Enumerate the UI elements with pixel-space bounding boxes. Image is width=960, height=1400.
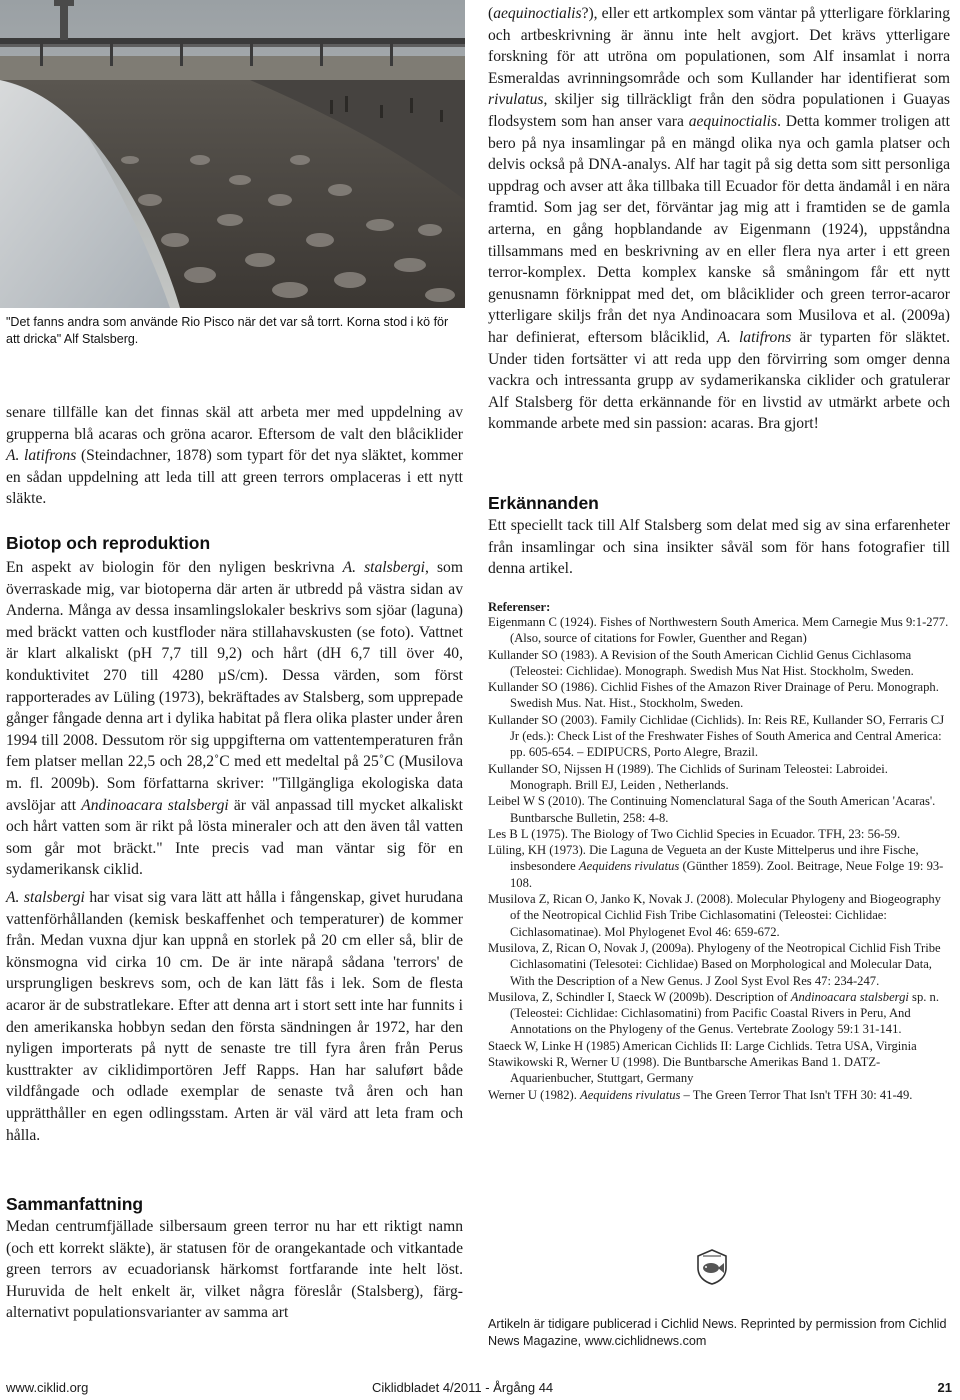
river-photo-image <box>0 0 465 308</box>
reference-item: Kullander SO (2003). Family Cichlidae (Cichlids). In: Reis RE, Kullander SO, Ferraris CJ Jr (eds.): Check List of the Freshwater Fishes of South America and Central America: pp. 605-654. – EDIPUCRS, Porto Alegre, Brazil. <box>488 712 945 760</box>
reference-item: Eigenmann C (1924). Fishes of Northwestern South America. Mem Carnegie Mus 9:1-277. (Also, source of citations for Fowler, Guenther and Regan) <box>488 615 949 646</box>
footer-site: www.ciklid.org <box>6 1380 89 1395</box>
reference-item: Lüling, KH (1973). Die Laguna de Vegueta an der Kuste Mittelperus und ihre Fische, insbesondere Aequidens rivulatus (Günther 1859). Zool. Beitrage, Neue Folge 19: 93-108. <box>488 843 944 890</box>
footer-issue: Ciklidbladet 4/2011 - Årgång 44 <box>372 1380 554 1395</box>
reference-item: Staeck W, Linke H (1985) American Cichlids II: Large Cichlids. Tetra USA, Virginia <box>488 1038 917 1053</box>
reference-item: Musilova, Z, Schindler I, Staeck W (2009b). Description of Andinoacara stalsbergi sp. n. (Teleostei: Cichlidae: Cichlasomatini) from Pacific Coastal Rivers in Peru, And Annotations on the Phylogeny of the Genus. Vertebrate Zoology 59:1 31-141. <box>488 989 939 1037</box>
biotop-paragraph: En aspekt av biologin för den nyligen beskrivna A. stalsbergi, som överraskade mig, var biotoperna där arten är utbredd på västra sidan av Anderna. Många av dessa insamlingslokaler beskrivs som sjöar (laguna) med bräckt vatten och kustfloder nära stillahavskusten (se foto). Vattnet är klart alkaliskt (pH 7,7 till 9,2) och hårt (dH 6,7 till över 40, konduktivitet 270 till 4280 µS/cm). Dessa värden, som först rapporterades av Lüling (1973), bekräftades av Stalsberg, som upprepade gånger fångade denna art i dylika habitat på flera olika plaster under åren 1994 till 2008. Dessutom rör sig uppgifterna om vattentemperaturen från fem platser mellan 22,5 och 28,2˚C med ett medeltal på 25˚C (Musilova m. fl. 2009b). Som författarna skriver: "Tillgängliga ekologiska data avslöjar att Andinoacara stalsbergi är väl anpassad till mycket alkaliskt och hårt vatten som är rikt på lösta mineraler och att den även tål vatten som går mot bräckt." Inte precis vad man väntar sig för en sydamerikansk ciklid. <box>6 559 464 879</box>
reference-item: Kullander SO, Nijssen H (1989). The Cichlids of Surinam Teleostei: Labroidei. Monograph. Brill EJ, Leiden , Netherlands. <box>488 761 888 792</box>
reference-item: Musilova Z, Rican O, Janko K, Novak J. (2008). Molecular Phylogeny and Biogeography of the Neotropical Cichlid Fish Tribe Cichlasomatini (Teleostei: Cichlidae: Cichlasomatinae). Mol Phylogenet Evol 46: 659-672. <box>488 892 941 939</box>
reference-item: Kullander SO (1983). A Revision of the South American Cichlid Genus Cichlasoma (Teleostei: Cichlidae). Monograph. Swedish Mus Nat Hist. Stockholm, Sweden. <box>488 647 914 678</box>
intro-paragraph: senare tillfälle kan det finnas skäl att arbeta mer med uppdelning av grupperna blå acaras och gröna acaror. Eftersom de valt den blåciklider A. latifrons (Steindachner, 1878) som typart för det nya släktet, kommer en sådan uppdelning att leda till att green terrors omplaceras i ett nytt släkte. <box>6 404 463 508</box>
page-footer <box>0 1380 960 1400</box>
summary-heading: Sammanfattning <box>6 1194 144 1214</box>
reference-item: Leibel W S (2010). The Continuing Nomenclatural Saga of the South American 'Acaras'. Buntbarsche Bulletin, 258: 4-8. <box>488 794 936 825</box>
stalsbergi-paragraph: A. stalsbergi har visat sig vara lätt att hålla i fångenskap, givet hurudana vattenförhållanden (kemisk beskaffenhet och temperaturer) de kommer från. Medan vuxna djur kan uppnå en storlek på 20 cm eller så, blir de könsmogna vid cirka 10 cm. De är inte närapå sådana 'terrors' de ursprungligen beskrevs som, och de kan lätt fås i lek. Som de flesta acaror är de substratlekare. Efter att denna art i stort sett inte har funnits i den amerikanska hobbyn sedan den första sändningen år 1972, har den nyligen importerats på nytt de senaste tre till fyra åren från Perus kusttrakter av ciklidimportören Jeff Rapps. Han har saluført både vildfångade och odlade exemplar de senaste två åren och han upprätthåller en egen odlingsstam. Arten är väl värd att leta fram och hålla. <box>6 889 463 1144</box>
photo-caption: "Det fanns andra som använde Rio Pisco när det var så torrt. Korna stod i kö för att dricka" Alf Stalsberg. <box>6 315 449 346</box>
biotop-heading: Biotop och reproduktion <box>6 533 211 553</box>
reference-item: Musilova, Z, Rican O, Novak J, (2009a). Phylogeny of the Neotropical Cichlid Fish Tribe Cichlasomatini (Telesotei: Cichlidae) Based on Morphological and Molecular Data, With the Description of a New Genus. J Zool Syst Evol Res 47: 234-247. <box>488 940 941 988</box>
reference-item: Stawikowski R, Werner U (1998). Die Buntbarsche Amerikas Band 1. DATZ-Aquarienbucher, Stuttgart, Germany <box>488 1055 881 1086</box>
acknowledgements-heading: Erkännanden <box>488 493 599 513</box>
references-title: Referenser: <box>488 600 551 614</box>
continued-paragraph: (aequinoctialis?), eller ett artkomplex som väntar på ytterligare förklaring och artbeskrivning är ännu inte helt avgjort. Det krävs ytterligare forskning för att utröna om populationen, som Alf insamlat i norra Esmeraldas avrinningsområde och som Kullander har identifierat som rivulatus, skiljer sig tillräckligt från den södra populationen i Guayas flodsystem som han anser vara aequinoctialis. Detta kommer troligen att bero på nya insamlingar på en mängd olika nya och gamla platser och delvis också på DNA-analys. Alf har tagit på sig detta som sitt personliga uppdrag och avser att åka tillbaka till Ecuador för detta ändamål i en nära framtid. Som jag ser det, förväntar jag mig att i framtiden se de gamla arterna, en gång hopblandande av Eigenmann (1924), uppståndna tillsammans med en beskrivning av en eller flera nya arter i ett green terror-komplex. Detta komplex kanske så småningom får ett nytt genusnamn förknippat med det, om blåciklider och green terror-acaror ytterligare skiljs från det nya Andinoacara som Musilova et al. (2009a) har definierat, eftersom blåciklid, A. latifrons är typarten för släktet. Under tiden fortsätter vi att reda upp den förvirring som omger denna vackra och intressanta grupp av sydamerikanska ciklider och gratulerar Alf Stalsberg för detta erkännande för en livstid av utmärkt arbete och kommande arbete med sin passion: acaras. Bra gjort! <box>488 5 950 433</box>
reference-item: Les B L (1975). The Biology of Two Cichlid Species in Ecuador. TFH, 23: 56-59. <box>488 826 901 841</box>
river-photo <box>0 0 465 308</box>
page-number: 21 <box>937 1380 952 1395</box>
reference-item: Kullander SO (1986). Cichlid Fishes of the Amazon River Drainage of Peru. Monograph. Swedish Mus. Nat. Hist., Stockholm, Sweden. <box>488 680 939 711</box>
cichlid-society-emblem-icon <box>695 1248 729 1286</box>
references-list <box>488 614 950 1103</box>
reprint-notice: Artikeln är tidigare publicerad i Cichlid News. Reprinted by permission from Cichlid News Magazine, www.cichlidnews.com <box>488 1317 947 1348</box>
reference-item: Werner U (1982). Aequidens rivulatus – The Green Terror That Isn't TFH 30: 41-49. <box>488 1087 913 1102</box>
summary-paragraph: Medan centrumfjällade silbersaum green terror nu har ett riktigt namn (och ett korrekt släkte), är statusen för de orangekantade och vitkantade green terrors av ecuadoriansk härkomst fortfarande inte helt löst. Huruvida de helt enkelt är, vilket några föreslår (Stalsberg), färg- alternativt populationsvarianter av samma art <box>6 1218 463 1322</box>
acknowledgements-paragraph: Ett speciellt tack till Alf Stalsberg som delat med sig av sina erfarenheter från insamlingar och sina insikter såväl som för hans fotografier till denna artikel. <box>488 517 950 578</box>
